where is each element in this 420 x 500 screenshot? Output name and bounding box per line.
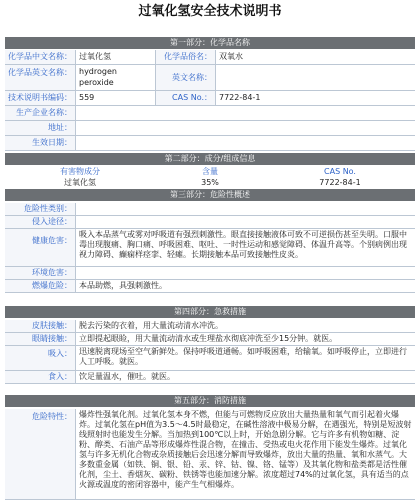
row-hazard-class — [5, 203, 415, 216]
row-hazard-characteristics — [5, 409, 415, 500]
skin-contact-label: 皮肤接触： — [5, 320, 75, 332]
effective-date-label: 生效日期： — [5, 136, 75, 150]
skin-contact-value: 脱去污染的衣着，用大量流动清水冲洗。 — [75, 320, 415, 332]
row-environment-hazard — [5, 267, 415, 280]
section-header-part2: 第二部分：成分/组成信息 — [5, 153, 415, 165]
hazard-class-value — [75, 203, 415, 215]
entry-route-label: 侵入途径： — [5, 216, 75, 228]
hazard-characteristics-label: 危险特性： — [5, 409, 75, 499]
environment-hazard-value — [75, 267, 415, 279]
address-label: 地址： — [5, 121, 75, 135]
en-name-line2: peroxide — [79, 78, 114, 87]
component-cas-value: 7722-84-1 — [319, 178, 361, 187]
row-health-hazard — [5, 229, 415, 267]
section-header-part4: 第四部分：急救措施 — [5, 306, 415, 318]
composition-row — [5, 177, 415, 188]
row-chemical-names — [5, 50, 415, 65]
en-alias-label: 英文名称： — [155, 65, 215, 90]
fire-explosion-value: 本品助燃，具强刺激性。 — [75, 280, 415, 292]
company-value — [75, 106, 415, 120]
ingestion-value: 饮足量温水，催吐。就医。 — [75, 371, 415, 383]
document-title: 过氧化氢安全技术说明书 — [138, 4, 282, 19]
effective-date-value — [75, 136, 415, 150]
doc-no-value: 559 — [75, 91, 155, 105]
fire-explosion-label: 燃爆危险： — [5, 280, 75, 292]
common-name-label: 化学品俗名： — [155, 50, 215, 64]
component-value: 过氧化氢 — [64, 178, 96, 187]
company-label: 生产企业名称： — [5, 106, 75, 120]
section-header-part3: 第三部分：危险性概述 — [5, 189, 415, 201]
en-name-value — [75, 65, 155, 90]
hazard-characteristics-value: 爆炸性强氧化剂。过氧化氢本身不燃，但能与可燃物反应放出大量热量和氧气而引起着火爆炸。过氧化氢在pH值为3.5～4.5时最稳定，在碱性溶液中极易分解，在遇强光，特别是短波射线照射时也能发生分解。当加热到100℃以上时，开始急剧分解。它与许多有机物如糖、淀粉、醇类、石油产品等形成爆炸性混合物，在撞击、受热或电火花作用下能发生爆炸。过氧化氢与许多无机化合物或杂质接触后会迅速分解而导致爆炸，放出大量的热量、氧和水蒸气。大多数重金属（如铁、铜、银、铅、汞、锌、钴、镍、铬、锰等）及其氧化物和盐类都是活性催化剂，尘土、香烟灰、碳粉、铁锈等也能加速分解。浓度超过74%的过氧化氢，具有适当的点火源或温度的密闭容器中，能产生气相爆炸。 — [75, 409, 415, 499]
row-fire-explosion — [5, 280, 415, 293]
eye-contact-value: 立即提起眼睑，用大量流动清水或生理盐水彻底冲洗至少15分钟。就医。 — [75, 333, 415, 345]
inhalation-value: 迅速脱离现场至空气新鲜处。保持呼吸道通畅。如呼吸困难，给输氧。如呼吸停止，立即进行人工呼吸。就医。 — [75, 346, 415, 370]
row-entry-route — [5, 216, 415, 229]
doc-no-label: 技术说明书编码： — [5, 91, 75, 105]
row-skin-contact — [5, 320, 415, 333]
en-alias-value — [215, 65, 415, 90]
cas-label: CAS No.： — [155, 91, 215, 105]
en-name-line1: hydrogen — [79, 67, 117, 76]
row-eye-contact — [5, 333, 415, 346]
common-name-value: 双氧水 — [215, 50, 415, 64]
row-doc-number — [5, 91, 415, 106]
health-hazard-value: 吸入本品蒸气或雾对呼吸道有强烈刺激性。眼直接接触液体可致不可逆损伤甚至失明。口服中毒出现腹痛、胸口痛、呼吸困难、呕吐、一时性运动和感觉障碍、体温升高等。个别病例出现视力障碍、癫痫样痉挛、轻瘫。长期接触本品可致接触性皮炎。 — [75, 229, 415, 266]
row-inhalation — [5, 346, 415, 371]
row-address — [5, 121, 415, 136]
address-value — [75, 121, 415, 135]
section-header-part5: 第五部分：消防措施 — [5, 395, 415, 407]
ingestion-label: 食入： — [5, 371, 75, 383]
composition-header-row — [5, 166, 415, 177]
col-content-header: 含量 — [202, 167, 218, 176]
hazard-class-label: 危险性类别： — [5, 203, 75, 215]
cn-name-value: 过氧化氢 — [75, 50, 155, 64]
row-effective-date — [5, 136, 415, 151]
inhalation-label: 吸入： — [5, 346, 75, 370]
col-component-header: 有害物成分 — [60, 167, 100, 176]
en-name-label: 化学品英文名称： — [5, 65, 75, 90]
health-hazard-label: 健康危害： — [5, 229, 75, 266]
entry-route-value — [75, 216, 415, 228]
eye-contact-label: 眼睛接触： — [5, 333, 75, 345]
row-ingestion — [5, 371, 415, 384]
row-company — [5, 106, 415, 121]
col-cas-header: CAS No. — [324, 167, 356, 176]
environment-hazard-label: 环境危害： — [5, 267, 75, 279]
cn-name-label: 化学品中文名称： — [5, 50, 75, 64]
row-english-names — [5, 65, 415, 91]
cas-value: 7722-84-1 — [215, 91, 415, 105]
section-header-part1: 第一部分：化学品名称 — [5, 37, 415, 49]
content-value: 35% — [201, 178, 219, 187]
